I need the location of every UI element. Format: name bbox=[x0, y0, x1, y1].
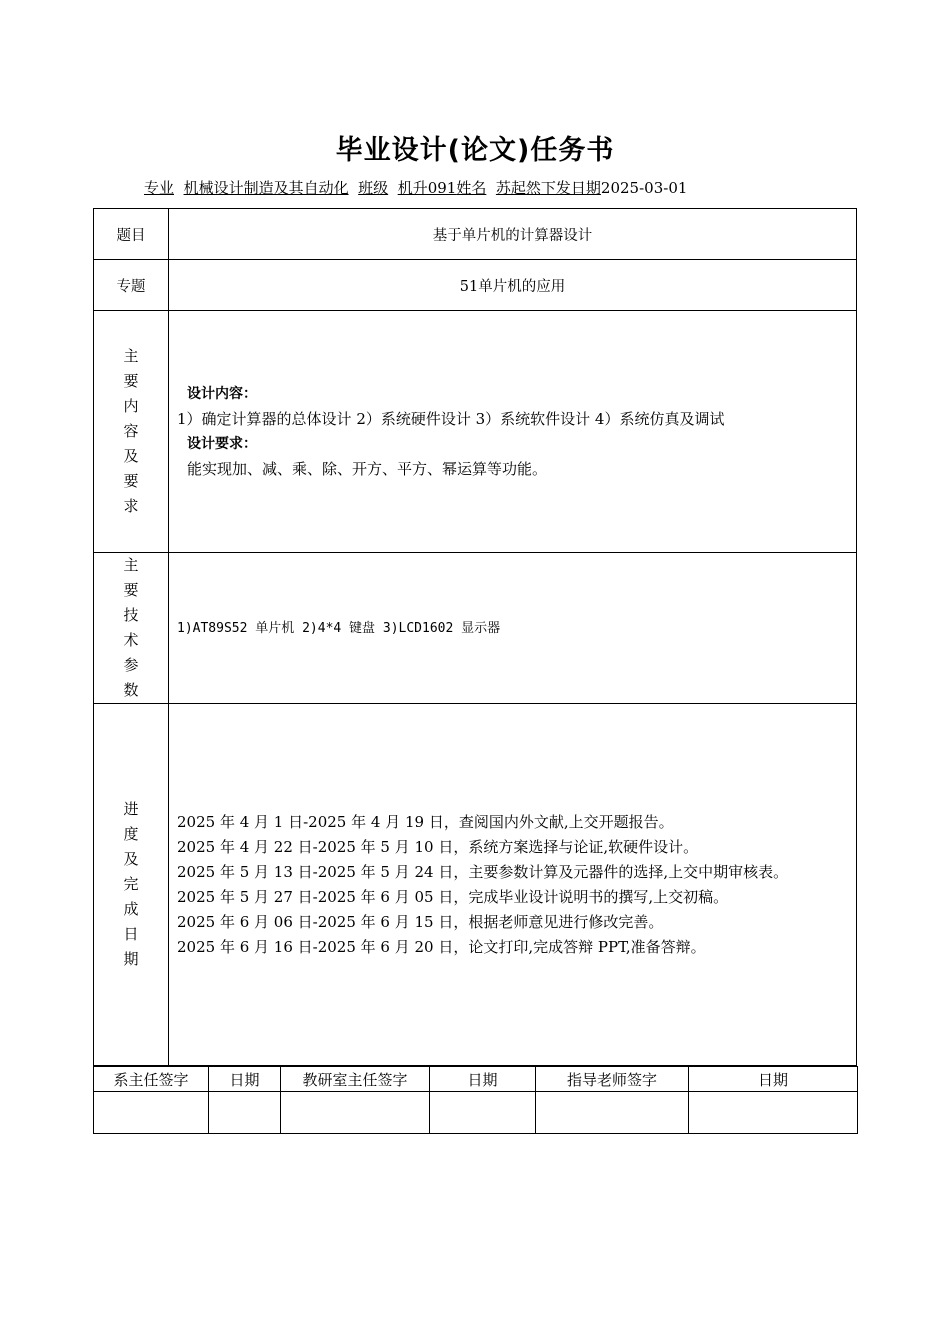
design-content-text: 1）确定计算器的总体设计 2）系统硬件设计 3）系统软件设计 4）系统仿真及调试 bbox=[177, 409, 725, 428]
tech-row bbox=[94, 553, 857, 704]
schedule-label bbox=[94, 704, 169, 1066]
subject-row bbox=[94, 260, 857, 311]
subject-value: 51单片机的应用 bbox=[169, 260, 857, 311]
schedule-item: 2025 年 4 月 22 日-2025 年 5 月 10 日，系统方案选择与论证,软硬件设计。 bbox=[177, 837, 699, 856]
name-value: 苏起然 bbox=[495, 179, 541, 197]
schedule-item: 2025 年 4 月 1 日-2025 年 4 月 19 日，查阅国内外文献,上交开题报告。 bbox=[177, 812, 674, 831]
design-requirements-text: 能实现加、减、乘、除、开方、平方、幂运算等功能。 bbox=[187, 459, 548, 478]
tech-label-char: 术 bbox=[123, 631, 139, 649]
content-label-char: 及 bbox=[123, 447, 139, 465]
tech-value: 1)AT89S52 单片机 2)4*4 键盘 3)LCD1602 显示器 bbox=[177, 620, 501, 636]
schedule-item: 2025 年 6 月 06 日-2025 年 6 月 15 日，根据老师意见进行修改完善。 bbox=[177, 912, 664, 931]
date-header: 日期 bbox=[430, 1067, 536, 1092]
tech-label-char: 主 bbox=[123, 556, 139, 574]
class-value: 机升091 bbox=[397, 179, 457, 197]
class-label: 班级 bbox=[358, 179, 389, 197]
schedule-item: 2025 年 5 月 27 日-2025 年 6 月 05 日，完成毕业设计说明书的撰写,上交初稿。 bbox=[177, 887, 729, 906]
date-header: 日期 bbox=[689, 1067, 858, 1092]
tech-label-char: 技 bbox=[123, 606, 139, 624]
schedule-body bbox=[169, 704, 857, 1066]
content-label bbox=[94, 311, 169, 553]
schedule-label-char: 度 bbox=[123, 825, 139, 843]
section-head-signature-cell bbox=[281, 1092, 430, 1134]
design-content-heading: 设计内容： bbox=[187, 385, 257, 402]
schedule-label-char: 成 bbox=[123, 900, 139, 918]
content-row bbox=[94, 311, 857, 553]
subject-label: 专题 bbox=[94, 260, 169, 311]
task-table bbox=[93, 208, 857, 1066]
signature-blank-row bbox=[94, 1092, 858, 1134]
content-label-char: 主 bbox=[123, 347, 139, 365]
schedule-label-char: 及 bbox=[123, 850, 139, 868]
content-body bbox=[169, 311, 857, 553]
advisor-signature-header: 指导老师签字 bbox=[536, 1067, 689, 1092]
dept-head-signature-cell bbox=[94, 1092, 209, 1134]
major-label: 专业 bbox=[144, 179, 175, 197]
schedule-label-char: 期 bbox=[123, 950, 139, 968]
schedule-item: 2025 年 5 月 13 日-2025 年 5 月 24 日，主要参数计算及元器件的选择,上交中期审核表。 bbox=[177, 862, 789, 881]
schedule-item: 2025 年 6 月 16 日-2025 年 6 月 20 日，论文打印,完成答辩 PPT,准备答辩。 bbox=[177, 937, 706, 956]
topic-row bbox=[94, 209, 857, 260]
design-requirements-heading: 设计要求： bbox=[187, 435, 257, 452]
name-label: 姓名 bbox=[456, 179, 487, 197]
content-label-char: 容 bbox=[123, 422, 139, 440]
topic-label: 题目 bbox=[94, 209, 169, 260]
dept-head-signature-header: 系主任签字 bbox=[94, 1067, 209, 1092]
advisor-signature-cell bbox=[536, 1092, 689, 1134]
major-value: 机械设计制造及其自动化 bbox=[183, 179, 349, 197]
tech-body bbox=[169, 553, 857, 704]
section-head-signature-header: 教研室主任签字 bbox=[281, 1067, 430, 1092]
tech-label-char: 数 bbox=[123, 681, 139, 699]
tech-label-char: 参 bbox=[123, 656, 139, 674]
student-info-line bbox=[144, 177, 687, 198]
date-label: 下发日期 bbox=[540, 179, 601, 197]
signature-table bbox=[93, 1066, 858, 1134]
date-cell bbox=[209, 1092, 281, 1134]
topic-value: 基于单片机的计算器设计 bbox=[169, 209, 857, 260]
content-label-char: 要 bbox=[123, 472, 139, 490]
content-label-char: 求 bbox=[123, 497, 139, 515]
date-value: 2025-03-01 bbox=[600, 179, 688, 197]
schedule-label-char: 日 bbox=[123, 925, 139, 943]
document-title: 毕业设计(论文)任务书 bbox=[335, 135, 615, 166]
signature-header-row bbox=[94, 1067, 858, 1092]
content-label-char: 内 bbox=[123, 397, 139, 415]
schedule-row bbox=[94, 704, 857, 1066]
schedule-label-char: 完 bbox=[123, 875, 139, 893]
date-header: 日期 bbox=[209, 1067, 281, 1092]
tech-label-char: 要 bbox=[123, 581, 139, 599]
tech-label bbox=[94, 553, 169, 704]
date-cell bbox=[430, 1092, 536, 1134]
content-label-char: 要 bbox=[123, 372, 139, 390]
date-cell bbox=[689, 1092, 858, 1134]
schedule-label-char: 进 bbox=[123, 800, 139, 818]
